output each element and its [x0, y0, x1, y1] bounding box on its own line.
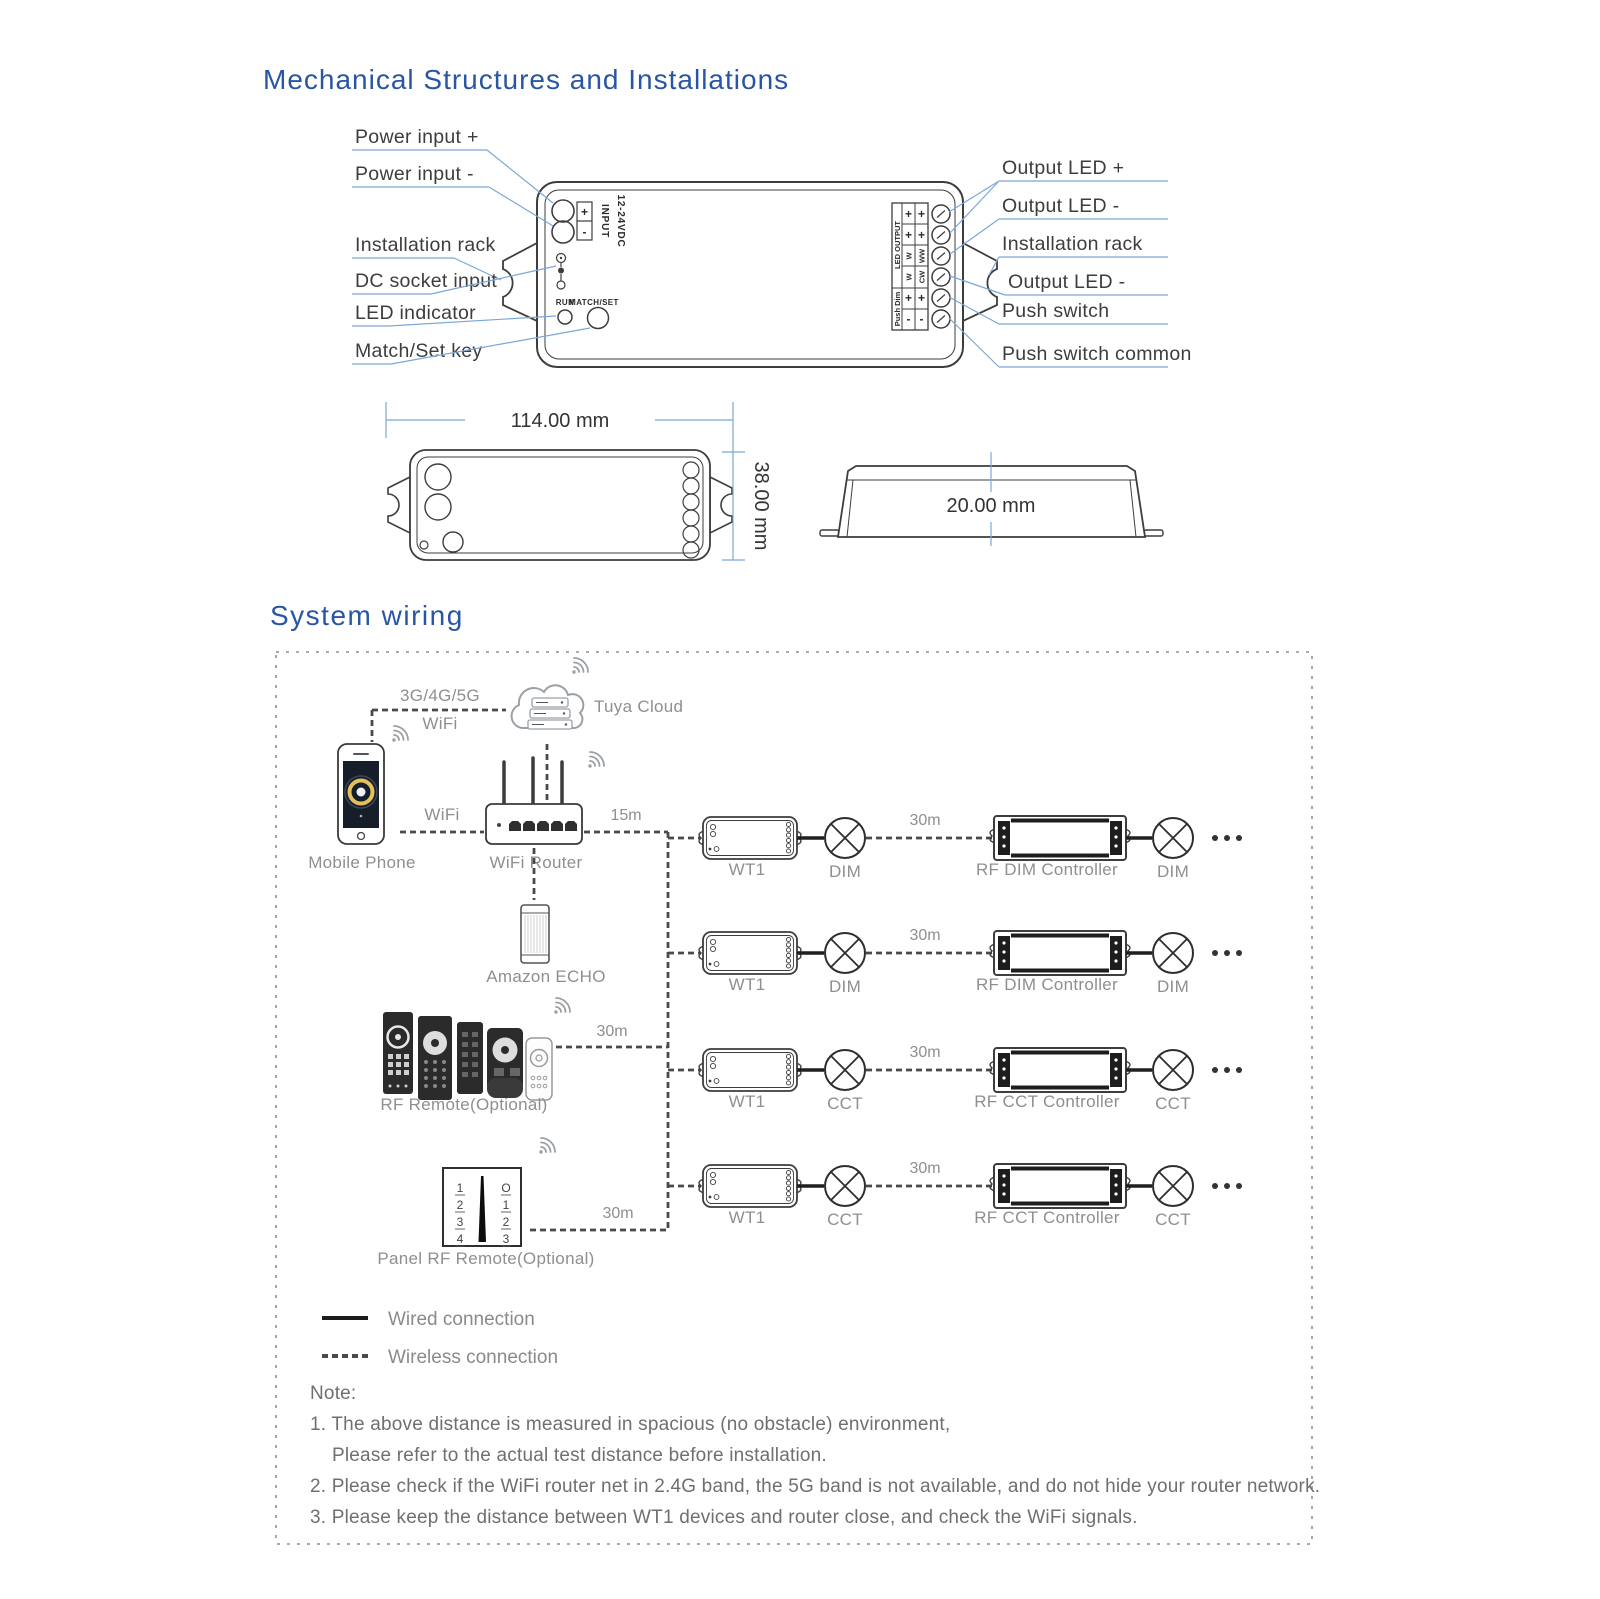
legend-wired-label: Wired connection: [388, 1309, 535, 1330]
cell-r4c2: CW: [917, 270, 927, 284]
panel-distance-label: 30m: [602, 1205, 634, 1222]
note-line: 1. The above distance is measured in spacious (no obstacle) environment,: [310, 1414, 951, 1435]
panel-key: 1: [456, 1181, 464, 1195]
push-dim-label: Push Dim: [893, 291, 902, 327]
led-output-label: LED OUTPUT: [893, 221, 902, 269]
dim-height: 38.00 mm: [750, 461, 772, 551]
cell-r5c1: +: [904, 291, 913, 305]
label-dc-socket-input: DC socket input: [355, 270, 498, 292]
rf-controller-icon: [990, 1164, 1130, 1208]
notes: [310, 1383, 1320, 1528]
rf-remote-label: RF Remote(Optional): [380, 1095, 548, 1114]
section-title-mechanical: Mechanical Structures and Installations: [263, 64, 790, 95]
run-label: RUN: [555, 298, 575, 307]
rf-controller-icon: [990, 1048, 1130, 1092]
panel-key: 3: [456, 1215, 464, 1229]
row-device-label: WT1: [728, 1208, 766, 1227]
lamp-icon: [1153, 1050, 1193, 1090]
label-push-switch-common: Push switch common: [1002, 343, 1192, 365]
wt1-device-icon: [699, 817, 801, 859]
row-lamp2-label: CCT: [1155, 1210, 1191, 1229]
lamp-icon: [825, 1050, 865, 1090]
router-wifi-icon: [588, 752, 604, 768]
row-lamp2-label: DIM: [1156, 977, 1190, 996]
phone-router-link: [400, 805, 484, 832]
panel-key: O: [501, 1181, 511, 1195]
device-top-view: [503, 182, 997, 367]
input-voltage-label-1: INPUT: [599, 204, 610, 238]
label-installation-rack-left: Installation rack: [355, 234, 496, 256]
cell-r2c1: +: [904, 228, 913, 242]
section-title-wiring: System wiring: [270, 600, 464, 631]
panel-key: 3: [502, 1232, 510, 1246]
row-distance: 30m: [909, 812, 941, 829]
label-output-led-minus-2: Output LED -: [1008, 271, 1126, 293]
note-line: 2. Please check if the WiFi router net in 2.4G band, the 5G band is not available, and do not hide your router network.: [310, 1476, 1321, 1497]
cell-r3c1: W: [904, 252, 914, 260]
chain-row: [668, 812, 1242, 881]
wt1-device-icon: [699, 1165, 801, 1207]
tuya-cloud-label: Tuya Cloud: [594, 697, 684, 716]
lamp-icon: [825, 818, 865, 858]
dim-width: 114.00 mm: [510, 410, 610, 432]
row-controller-label: RF CCT Controller: [974, 1092, 1120, 1111]
phone-wifi-icon: [392, 726, 408, 742]
lamp-icon: [825, 933, 865, 973]
cellular-label: 3G/4G/5G: [400, 686, 480, 705]
label-match-set-key: Match/Set key: [355, 340, 483, 362]
panel-rf-remote: [377, 1138, 668, 1268]
row-device-label: WT1: [728, 860, 766, 879]
input-voltage-label-2: 12-24VDC: [615, 194, 626, 248]
row-lamp1-label: DIM: [828, 977, 862, 996]
wt1-device-icon: [699, 1049, 801, 1091]
lamp-icon: [1153, 933, 1193, 973]
rf-remote-group: [380, 998, 668, 1114]
mobile-phone-label: Mobile Phone: [308, 853, 416, 872]
cell-r4c1: W: [904, 273, 914, 281]
wt1-device-icon: [699, 932, 801, 974]
wifi-link-label: WiFi: [424, 805, 460, 824]
wireless-trunk: [584, 807, 668, 1230]
label-push-switch: Push switch: [1002, 300, 1110, 322]
row-lamp2-label: DIM: [1156, 862, 1190, 881]
remote-distance-label: 30m: [596, 1023, 628, 1040]
legend-wireless-label: Wireless connection: [388, 1347, 559, 1368]
cell-r1c2: +: [917, 207, 926, 221]
row-lamp2-label: CCT: [1155, 1094, 1191, 1113]
input-plus-mark: +: [580, 205, 589, 219]
label-power-input-minus: Power input -: [355, 163, 474, 185]
note-heading: Note:: [310, 1383, 357, 1404]
chain-row: [668, 1044, 1242, 1113]
label-led-indicator: LED indicator: [355, 302, 476, 324]
wifi-router-label: WiFi Router: [489, 853, 583, 872]
row-controller-label: RF CCT Controller: [974, 1208, 1120, 1227]
panel-wifi-icon: [539, 1138, 555, 1154]
panel-key: 2: [456, 1198, 464, 1212]
row-lamp1-label: DIM: [828, 862, 862, 881]
row-controller-label: RF DIM Controller: [975, 975, 1119, 994]
row-lamp1-label: CCT: [827, 1094, 863, 1113]
device-side-view: [820, 452, 1163, 546]
mobile-phone: [308, 726, 416, 872]
label-installation-rack-right: Installation rack: [1002, 233, 1143, 255]
row-device-label: WT1: [728, 975, 766, 994]
panel-remote-label: Panel RF Remote(Optional): [377, 1249, 595, 1268]
label-power-input-plus: Power input +: [355, 126, 479, 148]
note-line: Please refer to the actual test distance before installation.: [332, 1445, 827, 1466]
input-minus-mark: -: [582, 225, 587, 239]
rf-controller-icon: [990, 816, 1130, 860]
router-distance-label: 15m: [610, 807, 642, 824]
cellular-wifi-label: WiFi: [422, 714, 458, 733]
amazon-echo: [486, 905, 606, 986]
mount-tab-left: [503, 243, 537, 321]
lamp-icon: [825, 1166, 865, 1206]
row-device-label: WT1: [728, 1092, 766, 1111]
chain-row: [668, 927, 1242, 996]
remote-wifi-icon: [554, 998, 570, 1014]
row-distance: 30m: [909, 1044, 941, 1061]
cell-r1c1: +: [904, 207, 913, 221]
panel-key: 1: [502, 1198, 510, 1212]
rf-controller-icon: [990, 931, 1130, 975]
lamp-icon: [1153, 1166, 1193, 1206]
legend: [322, 1309, 558, 1368]
row-lamp1-label: CCT: [827, 1210, 863, 1229]
row-controller-label: RF DIM Controller: [975, 860, 1119, 879]
label-output-led-plus: Output LED +: [1002, 157, 1125, 179]
wifi-router: [486, 752, 604, 900]
dim-depth: 20.00 mm: [946, 495, 1036, 517]
match-set-label: MATCH/SET: [569, 298, 619, 307]
panel-key: 2: [502, 1215, 510, 1229]
panel-key: 4: [456, 1232, 464, 1246]
row-distance: 30m: [909, 927, 941, 944]
cloud-wifi-icon: [572, 658, 588, 674]
cell-r3c2: WW: [917, 248, 927, 264]
cell-r2c2: +: [917, 228, 926, 242]
row-distance: 30m: [909, 1160, 941, 1177]
cell-r5c2: +: [917, 291, 926, 305]
device-front-view: [386, 402, 772, 560]
note-line: 3. Please keep the distance between WT1 devices and router close, and check the WiFi signals.: [310, 1507, 1138, 1528]
amazon-echo-label: Amazon ECHO: [486, 967, 606, 986]
chain-row: [668, 1160, 1242, 1229]
tuya-cloud: [512, 658, 684, 800]
cell-r6c2: -: [919, 312, 924, 326]
label-output-led-minus-1: Output LED -: [1002, 195, 1120, 217]
lamp-icon: [1153, 818, 1193, 858]
cell-r6c1: -: [906, 312, 911, 326]
cellular-link: [372, 686, 506, 742]
